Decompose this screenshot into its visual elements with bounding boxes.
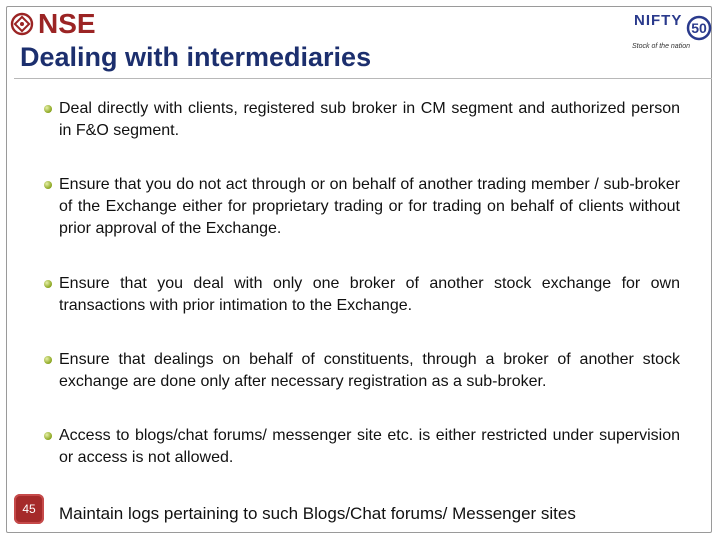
bullet-text: Access to blogs/chat forums/ messenger site etc. is either restricted under supervision or access is not allowed. xyxy=(59,427,680,466)
bullet-text: Ensure that dealings on behalf of constituents, through a broker of another stock exchange are done only after necessary registration as a sub-broker. xyxy=(59,351,680,390)
last-line-text: Maintain logs pertaining to such Blogs/Chat forums/ Messenger sites xyxy=(59,504,576,523)
nifty-logo-number: 50 xyxy=(691,20,707,36)
nifty-50-icon xyxy=(682,8,714,42)
bullet-icon xyxy=(44,356,52,364)
nifty-tagline: Stock of the nation xyxy=(632,43,690,50)
bullet-item xyxy=(40,425,680,469)
bullet-text: Ensure that you do not act through or on behalf of another trading member / sub-broker of the Exchange either for proprietary trading or for trading on behalf of clients without prior approval of the Exchange. xyxy=(59,176,680,237)
title-divider xyxy=(14,78,712,79)
bullet-item xyxy=(40,273,680,317)
bullet-icon xyxy=(44,432,52,440)
nifty-logo xyxy=(628,8,716,56)
bullet-item xyxy=(40,349,680,393)
bullet-icon xyxy=(44,280,52,288)
nifty-logo-text: NIFTY xyxy=(634,12,683,29)
bullet-text: Ensure that you deal with only one broker of another stock exchange for own transactions with prior intimation to the Exchange. xyxy=(59,275,680,314)
bullet-item xyxy=(40,174,680,240)
bullet-icon xyxy=(44,181,52,189)
page-number-badge: 45 xyxy=(14,494,44,524)
nse-logo xyxy=(10,9,96,39)
nse-logo-text: NSE xyxy=(38,8,96,39)
page-title: Dealing with intermediaries xyxy=(20,42,372,72)
bullet-icon xyxy=(44,105,52,113)
nse-emblem-icon xyxy=(10,12,34,36)
bullet-item xyxy=(40,98,680,142)
bullet-text: Deal directly with clients, registered sub broker in CM segment and authorized person in F&O segment. xyxy=(59,100,680,139)
